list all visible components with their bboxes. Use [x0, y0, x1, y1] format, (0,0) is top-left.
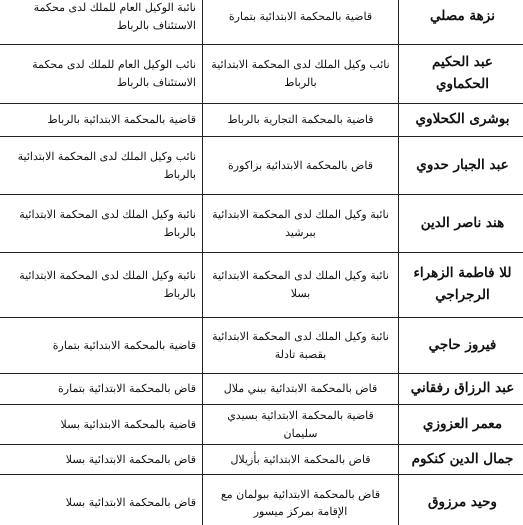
new-assignment-cell: قاضية بالمحكمة الابتدائية بسلا [0, 405, 203, 445]
table-row [0, 0, 523, 45]
new-assignment-cell: قاضية بالمحكمة الابتدائية بالرباط [0, 104, 203, 137]
new-assignment-cell: نائب وكيل الملك لدى المحكمة الابتدائية بالرباط [0, 137, 203, 195]
table-row [0, 253, 523, 318]
name-cell: هند ناصر الدين [399, 195, 523, 253]
table-row [0, 195, 523, 253]
table-row [0, 318, 523, 374]
name-cell: بوشرى الكحلاوي [399, 104, 523, 137]
new-assignment-cell: قاض بالمحكمة الابتدائية بسلا [0, 445, 203, 475]
name-cell: للا فاطمة الزهراء الرجراجي [399, 253, 523, 318]
current-position-cell: قاضية بالمحكمة الابتدائية بسيدي سليمان [203, 405, 399, 445]
new-assignment-cell: نائبة وكيل الملك لدى المحكمة الابتدائية بالرباط [0, 195, 203, 253]
table-row [0, 475, 523, 525]
name-cell: وحيد مرزوق [399, 475, 523, 525]
new-assignment-cell: نائبة وكيل الملك لدى المحكمة الابتدائية بالرباط [0, 253, 203, 318]
table-row [0, 45, 523, 104]
table-row [0, 137, 523, 195]
name-cell: عبد الحكيم الحكماوي [399, 45, 523, 104]
name-cell: معمر العزوزي [399, 405, 523, 445]
table-row [0, 374, 523, 405]
current-position-cell: قاض بالمحكمة الابتدائية بزاكورة [203, 137, 399, 195]
new-assignment-cell: قاض بالمحكمة الابتدائية بتمارة [0, 374, 203, 405]
name-cell: فيروز حاجي [399, 318, 523, 374]
current-position-cell: نائبة وكيل الملك لدى المحكمة الابتدائية ببرشيد [203, 195, 399, 253]
name-cell: عبد الرزاق رفقاني [399, 374, 523, 405]
table-row [0, 445, 523, 475]
current-position-cell: قاض بالمحكمة الابتدائية ببولمان مع الإقامة بمركز ميسور [203, 475, 399, 525]
new-assignment-cell: نائب الوكيل العام للملك لدى محكمة الاستئناف بالرباط [0, 45, 203, 104]
current-position-cell: نائب وكيل الملك لدى المحكمة الابتدائية بالرباط [203, 45, 399, 104]
current-position-cell: نائبة وكيل الملك لدى المحكمة الابتدائية بسلا [203, 253, 399, 318]
current-position-cell: قاضية بالمحكمة الابتدائية بتمارة [203, 0, 399, 45]
name-cell: نزهة مصلي [399, 0, 523, 45]
table-row [0, 405, 523, 445]
table-row [0, 104, 523, 137]
new-assignment-cell: نائبة الوكيل العام للملك لدى محكمة الاستئناف بالرباط [0, 0, 203, 45]
new-assignment-cell: قاض بالمحكمة الابتدائية بسلا [0, 475, 203, 525]
current-position-cell: نائبة وكيل الملك لدى المحكمة الابتدائية بقصبة تادلة [203, 318, 399, 374]
current-position-cell: قاض بالمحكمة الابتدائية ببني ملال [203, 374, 399, 405]
name-cell: جمال الدين كنكوم [399, 445, 523, 475]
name-cell: عبد الجبار حدوي [399, 137, 523, 195]
new-assignment-cell: قاضية بالمحكمة الابتدائية بتمارة [0, 318, 203, 374]
current-position-cell: قاض بالمحكمة الابتدائية بأزيلال [203, 445, 399, 475]
current-position-cell: قاضية بالمحكمة التجارية بالرباط [203, 104, 399, 137]
